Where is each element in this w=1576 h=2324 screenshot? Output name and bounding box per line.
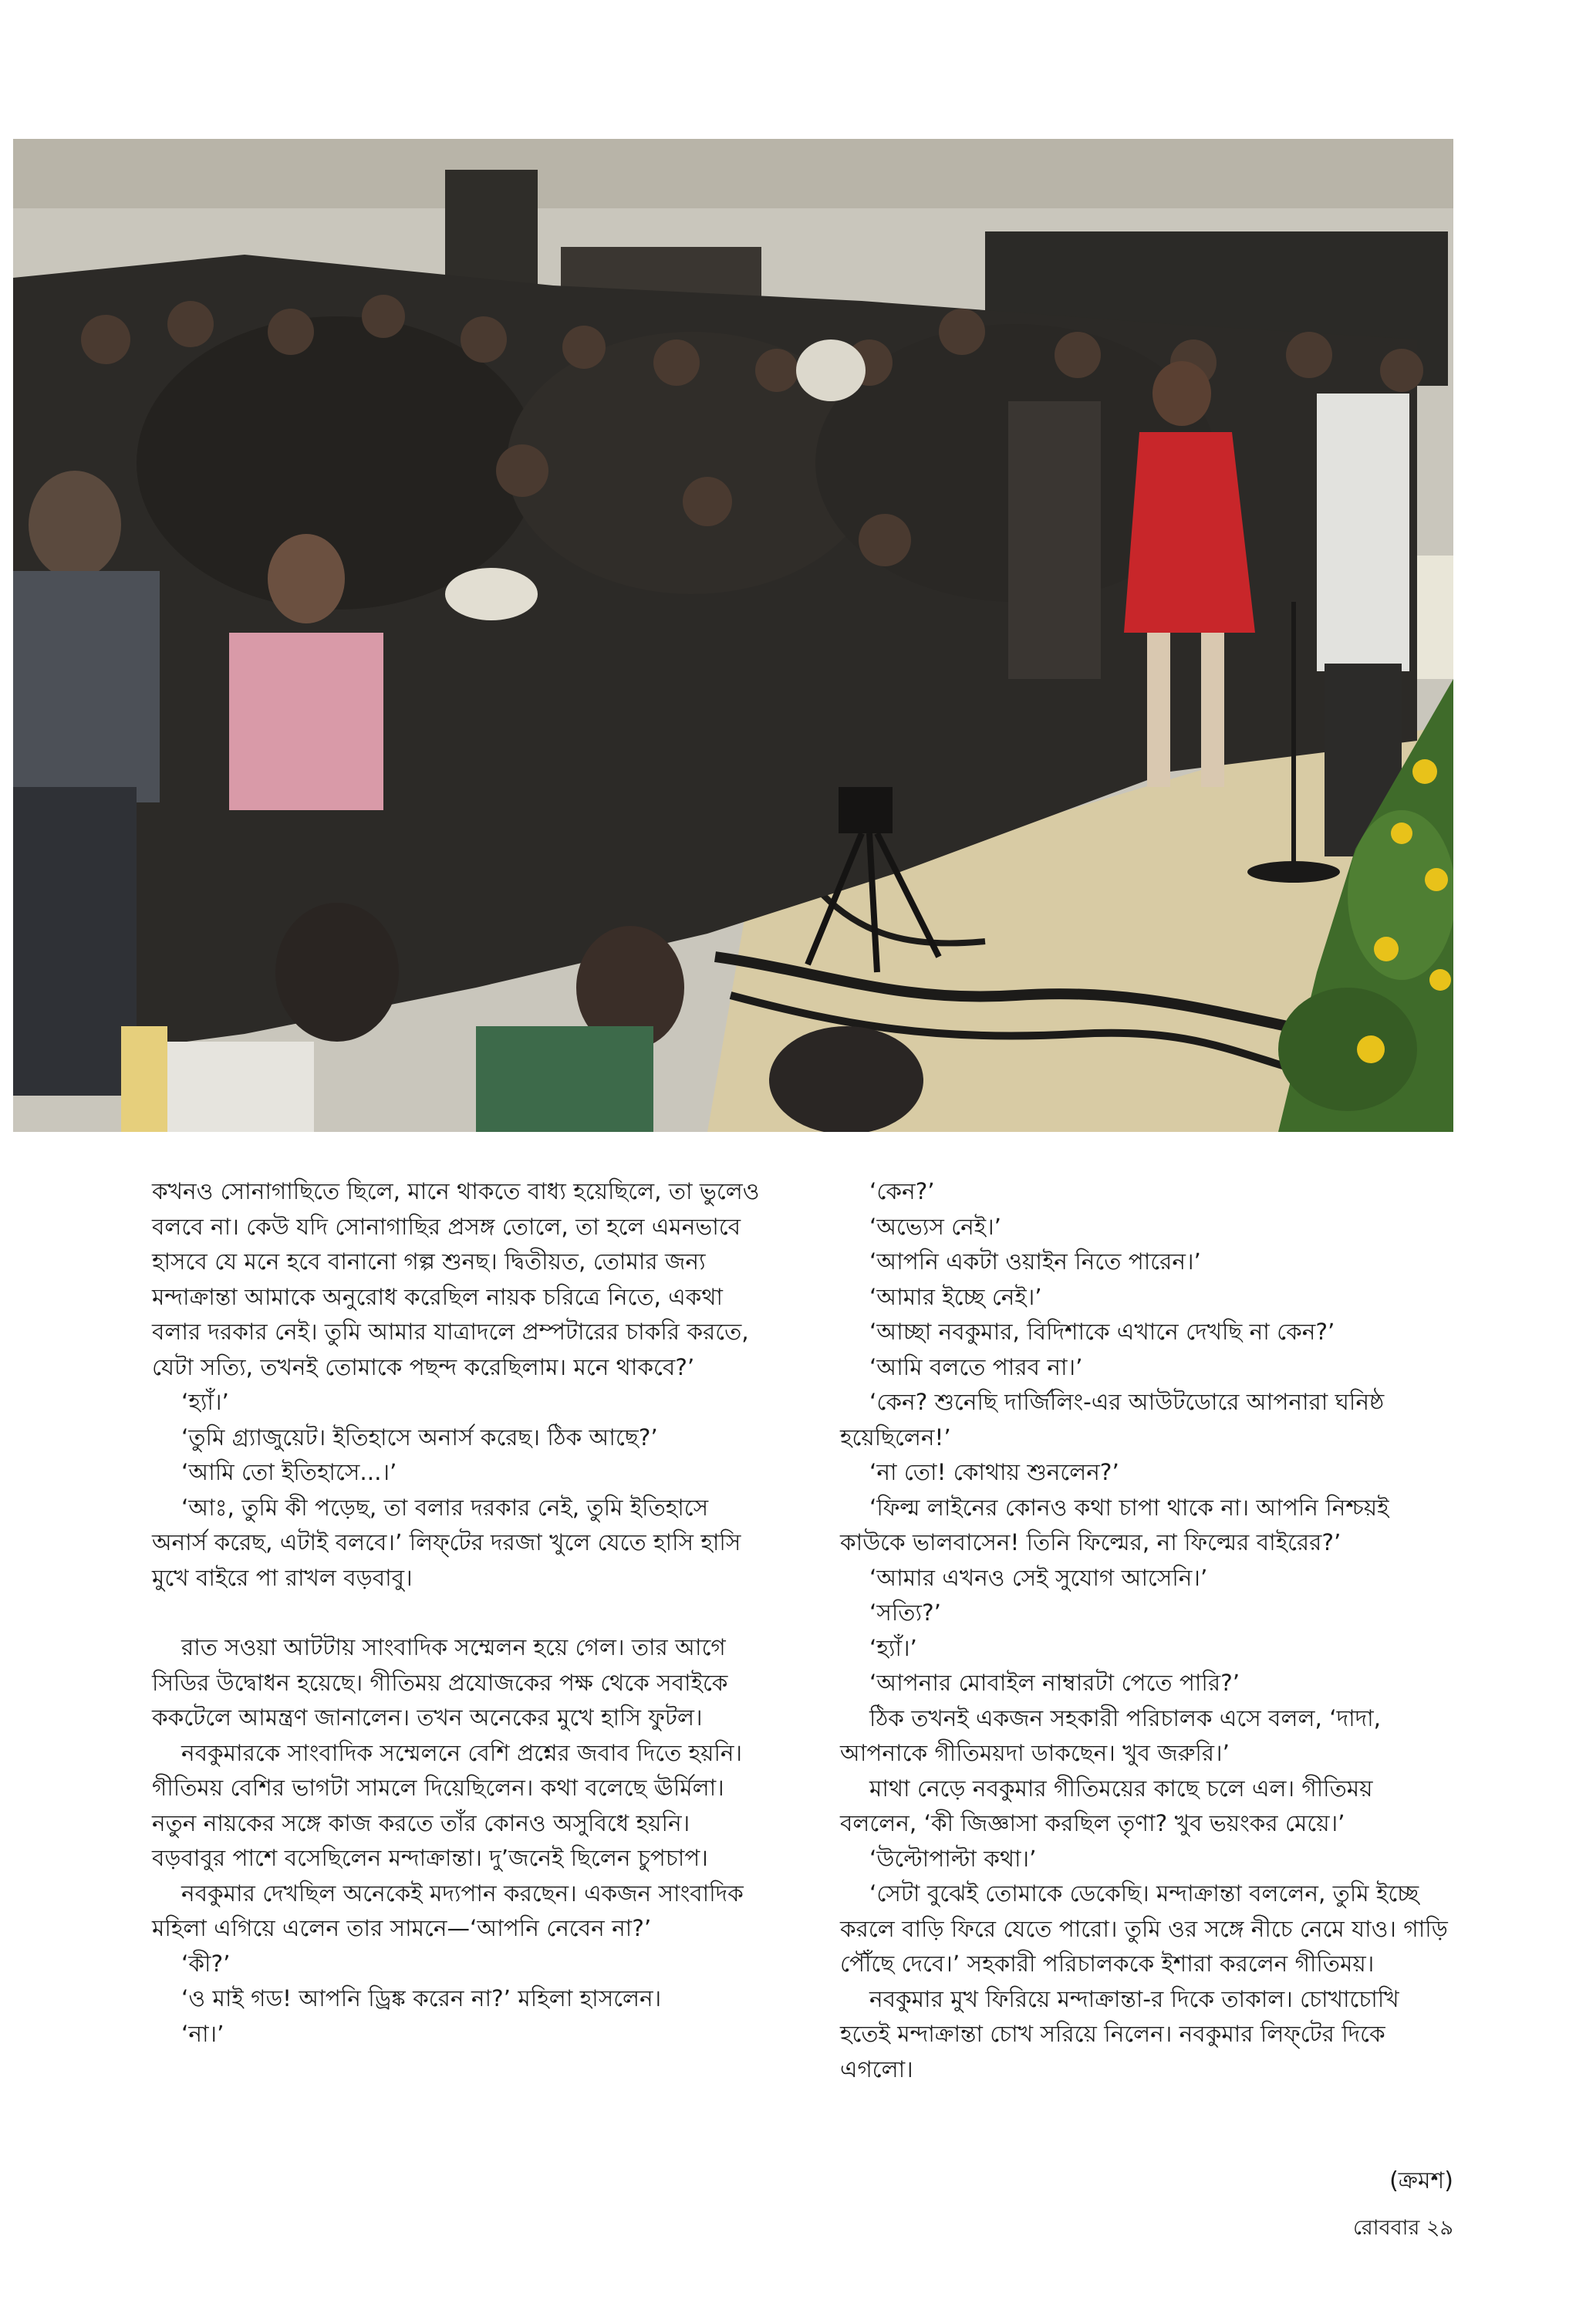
- paragraph: নবকুমারকে সাংবাদিক সম্মেলনে বেশি প্রশ্নের জবাব দিতে হয়নি। গীতিময় বেশির ভাগটা সামলে দিয়েছিলেন। কথা বলেছে ঊর্মিলা। নতুন নায়কের সঙ্গে কাজ করতে তাঁর কোনও অসুবিধে হয়নি। বড়বাবুর পাশে বসেছিলেন মন্দাক্রান্তা। দু’জনেই ছিলেন চুপচাপ।: [152, 1739, 743, 1871]
- paragraph: ‘তুমি গ্র্যাজুয়েট। ইতিহাসে অনার্স করেছ। ঠিক আছে?’: [181, 1424, 658, 1451]
- paragraph: ঠিক তখনই একজন সহকারী পরিচালক এসে বলল, ‘দাদা, আপনাকে গীতিময়দা ডাকছেন। খুব জরুরি।’: [840, 1704, 1382, 1766]
- paragraph: ‘আমি তো ইতিহাসে...।’: [181, 1459, 397, 1485]
- paragraph: ‘কেন?’: [869, 1178, 935, 1204]
- paragraph: ‘না।’: [181, 2020, 224, 2047]
- paragraph: ‘সত্যি?’: [869, 1599, 942, 1626]
- paragraph: ‘আপনার মোবাইল নাম্বারটা পেতে পারি?’: [869, 1670, 1240, 1696]
- paragraph: ‘আমার ইচ্ছে নেই।’: [869, 1283, 1042, 1310]
- right-text-column: [840, 1174, 1453, 2087]
- paragraph: ‘হ্যাঁ।’: [181, 1389, 229, 1415]
- paragraph: ‘কী?’: [181, 1950, 231, 1977]
- paragraph: নবকুমার মুখ ফিরিয়ে মন্দাক্রান্তা-র দিকে তাকাল। চোখাচোখি হতেই মন্দাক্রান্তা চোখ সরিয়ে নিলেন। নবকুমার লিফ্‌টের দিকে এগলো।: [840, 1985, 1399, 2082]
- paragraph: নবকুমার দেখছিল অনেকেই মদ্যপান করছেন। একজন সাংবাদিক মহিলা এগিয়ে এলেন তার সামনে—‘আপনি নেবেন না?’: [152, 1880, 744, 1941]
- page-footer: [1353, 2213, 1453, 2244]
- paragraph: মাথা নেড়ে নবকুমার গীতিময়ের কাছে চলে এল। গীতিময় বললেন, ‘কী জিজ্ঞাসা করছিল তৃণা? খুব ভয়ংকর মেয়ে।’: [840, 1775, 1373, 1836]
- paragraph: ‘আঃ, তুমি কী পড়েছ, তা বলার দরকার নেই, তুমি ইতিহাসে অনার্স করেছ, এটাই বলবে।’ লিফ্‌টের দরজা খুলে যেতে হাসি হাসি মুখে বাইরে পা রাখল বড়বাবু।: [152, 1494, 741, 1591]
- paragraph: ‘অভ্যেস নেই।’: [869, 1213, 1002, 1240]
- press-conference-illustration-icon: [13, 139, 1453, 1132]
- paragraph: ‘উল্টোপাল্টা কথা।’: [869, 1845, 1037, 1872]
- paragraph: ‘না তো! কোথায় শুনলেন?’: [869, 1459, 1119, 1485]
- left-text-column: [152, 1174, 769, 2052]
- to-be-continued-note: (ক্রমশ): [1389, 2167, 1453, 2194]
- paragraph: ‘আপনি একটা ওয়াইন নিতে পারেন।’: [869, 1248, 1201, 1275]
- magazine-name: রোববার: [1352, 2216, 1420, 2240]
- paragraph: ‘আমার এখনও সেই সুযোগ আসেনি।’: [869, 1564, 1208, 1591]
- paragraph: ‘হ্যাঁ।’: [869, 1634, 917, 1661]
- paragraph: ‘ও মাই গড! আপনি ড্রিঙ্ক করেন না?’ মহিলা হাসলেন।: [181, 1985, 662, 2012]
- press-conference-illustration: [13, 139, 1453, 1132]
- paragraph: ‘কেন? শুনেছি দার্জিলিং-এর আউটডোরে আপনারা ঘনিষ্ঠ হয়েছিলেন!’: [840, 1389, 1385, 1451]
- paragraph: ‘আচ্ছা নবকুমার, বিদিশাকে এখানে দেখছি না কেন?’: [869, 1319, 1335, 1345]
- paragraph: ‘সেটা বুঝেই তোমাকে ডেকেছি। মন্দাক্রান্তা বললেন, তুমি ইচ্ছে করলে বাড়ি ফিরে যেতে পারো। তুমি ওর সঙ্গে নীচে নেমে যাও। গাড়ি পৌঁছে দেবে।’ সহকারী পরিচালককে ইশারা করলেন গীতিময়।: [840, 1880, 1448, 1977]
- paragraph: কখনও সোনাগাছিতে ছিলে, মানে থাকতে বাধ্য হয়েছিলে, তা ভুলেও বলবে না। কেউ যদি সোনাগাছির প্রসঙ্গ তোলে, তা হলে এমনভাবে হাসবে যে মনে হবে বানানো গল্প শুনছ। দ্বিতীয়ত, তোমার জন্য মন্দাক্রান্তা আমাকে অনুরোধ করেছিল নায়ক চরিত্রে নিতে, একথা বলার দরকার নেই। তুমি আমার যাত্রাদলে প্রম্পটারের চাকরি করতে, যেটা সত্যি, তখনই তোমাকে পছন্দ করেছিলাম। মনে থাকবে?’: [152, 1178, 760, 1380]
- paragraph: রাত সওয়া আটটায় সাংবাদিক সম্মেলন হয়ে গেল। তার আগে সিডির উদ্বোধন হয়েছে। গীতিময় প্রযোজকের পক্ষ থেকে সবাইকে ককটেলে আমন্ত্রণ জানালেন। তখন অনেকের মুখে হাসি ফুটল।: [152, 1634, 728, 1731]
- paragraph: ‘আমি বলতে পারব না।’: [869, 1353, 1083, 1380]
- paragraph: ‘ফিল্ম লাইনের কোনও কথা চাপা থাকে না। আপনি নিশ্চয়ই কাউকে ভালবাসেন! তিনি ফিল্মের, না ফিল্মের বাইরের?’: [840, 1494, 1389, 1556]
- page-number: ২৯: [1426, 2216, 1453, 2240]
